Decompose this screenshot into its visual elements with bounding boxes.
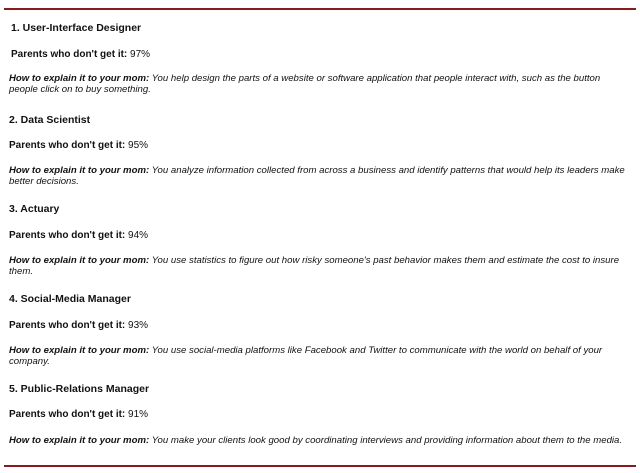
parents-stat: [9, 140, 148, 151]
job-title: 1. User-Interface Designer: [11, 22, 142, 34]
mom-explanation: [9, 74, 627, 95]
explain-label: How to explain it to your mom:: [9, 165, 150, 176]
job-title: 5. Public-Relations Manager: [9, 383, 150, 395]
stat-percent: 94%: [128, 230, 149, 241]
explain-text: You use statistics to figure out how risky someone's past behavior makes them and estimate the cost to insure them.: [9, 255, 620, 277]
job-title: 2. Data Scientist: [9, 114, 91, 126]
stat-label: Parents who don't get it:: [9, 230, 126, 241]
parents-stat: [11, 49, 150, 60]
mom-explanation: [9, 166, 627, 187]
explain-label: How to explain it to your mom:: [9, 435, 150, 446]
explain-text: You use social-media platforms like Facebook and Twitter to communicate with the world on behalf of your company.: [9, 345, 603, 367]
stat-percent: 91%: [128, 409, 149, 420]
explain-label: How to explain it to your mom:: [9, 345, 150, 356]
stat-percent: 93%: [128, 320, 149, 331]
parents-stat: [9, 320, 148, 331]
explain-text: You help design the parts of a website or software application that people interact with, such as the button people click on to buy something.: [9, 73, 601, 95]
stat-percent: 95%: [128, 140, 149, 151]
stat-label: Parents who don't get it:: [9, 320, 126, 331]
job-title: 3. Actuary: [9, 203, 60, 215]
explain-label: How to explain it to your mom:: [9, 255, 150, 266]
mom-explanation: [9, 256, 627, 277]
bottom-divider: [4, 465, 636, 467]
explain-label: How to explain it to your mom:: [9, 73, 150, 84]
stat-label: Parents who don't get it:: [9, 140, 126, 151]
job-title: 4. Social-Media Manager: [9, 293, 131, 305]
mom-explanation: [9, 436, 627, 447]
explain-text: You make your clients look good by coordinating interviews and providing information about them to the media.: [151, 435, 623, 446]
stat-label: Parents who don't get it:: [11, 49, 128, 60]
mom-explanation: [9, 346, 627, 367]
stat-label: Parents who don't get it:: [9, 409, 126, 420]
top-divider: [4, 8, 636, 10]
explain-text: You analyze information collected from across a business and identify patterns that would help its leaders make better decisions.: [9, 165, 625, 187]
parents-stat: [9, 230, 148, 241]
stat-percent: 97%: [130, 49, 151, 60]
parents-stat: [9, 409, 148, 420]
